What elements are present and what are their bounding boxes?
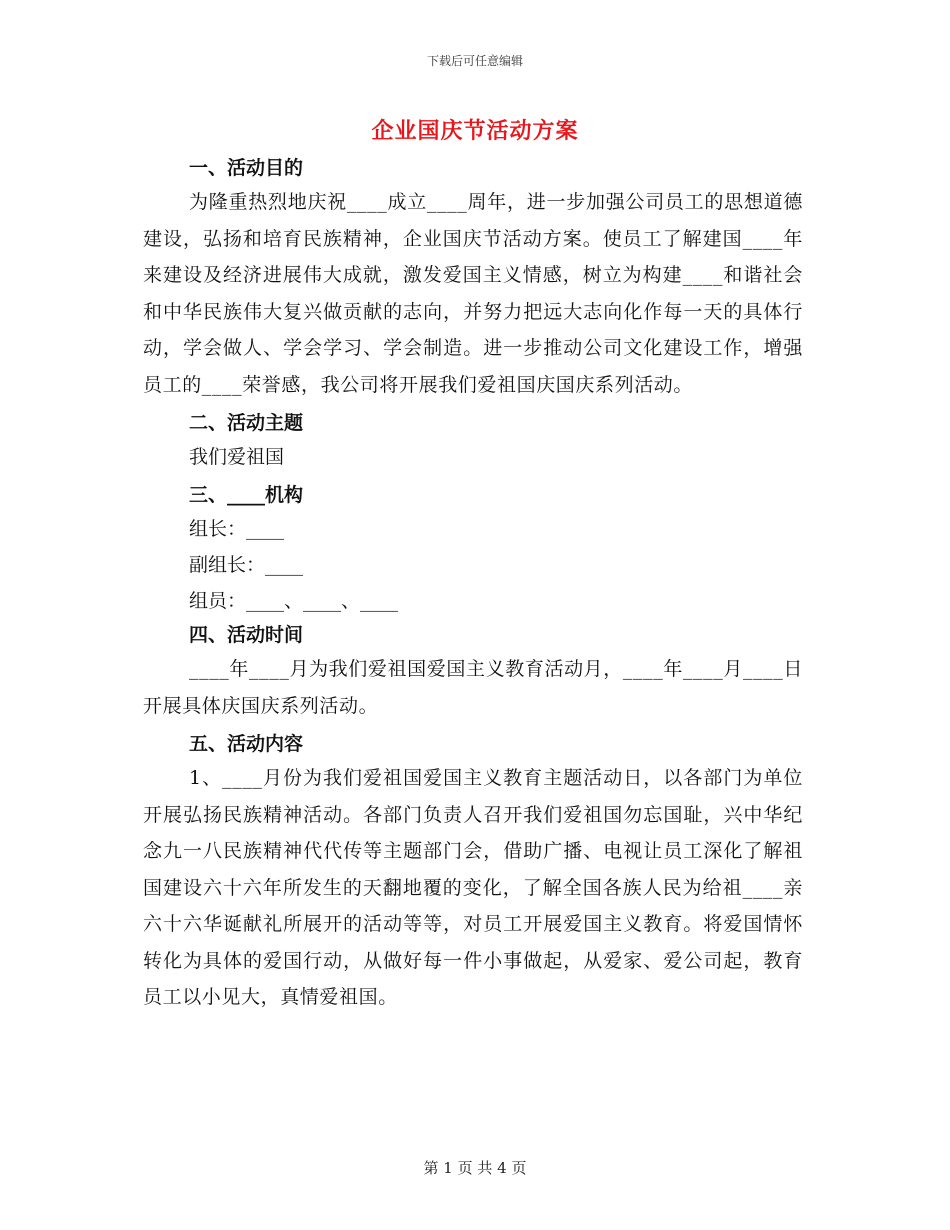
theme-text: 我们爱祖国 <box>189 446 285 468</box>
document-body <box>143 152 803 1016</box>
header-note: 下载后可任意编辑 <box>426 54 523 68</box>
leader-line: 组长：____ <box>189 518 285 540</box>
section-heading-purpose: 一、活动目的 <box>189 157 304 179</box>
section-heading-theme: 二、活动主题 <box>189 412 304 434</box>
deputy-leader-line: 副组长：____ <box>189 554 304 576</box>
section-paragraph-purpose: 为隆重热烈地庆祝____成立____周年，进一步加强公司员工的思想道德建设，弘扬和培育民族精神，企业国庆节活动方案。使员工了解建国____年来建设及经济进展伟大成就，激发爱国主义情感，树立为构建____和谐社会和中华民族伟大复兴做贡献的志向，并努力把远大志向化作每一天的具体行动，学会做人、学会学习、学会制造。进一步推动公司文化建设工作，增强员工的____荣誉感，我公司将开展我们爱祖国庆国庆系列活动。 <box>143 191 803 396</box>
document-title: 企业国庆节活动方案 <box>371 118 579 144</box>
section-heading-organization: 三、____机构 <box>189 484 304 506</box>
section-paragraph-time: ____年____月为我们爱祖国爱国主义教育活动月，____年____月____日开展具体庆国庆系列活动。 <box>143 658 803 717</box>
page-footer: 第 1 页 共 4 页 <box>423 1159 527 1177</box>
members-line: 组员：____、____、____ <box>189 590 399 612</box>
section-paragraph-content: 1、____月份为我们爱祖国爱国主义教育主题活动日，以各部门为单位开展弘扬民族精神活动。各部门负责人召开我们爱祖国勿忘国耻，兴中华纪念九一八民族精神代代传等主题部门会，借助广播、电视让员工深化了解祖国建设六十六年所发生的天翻地覆的变化，了解全国各族人民为给祖____亲六十六华诞献礼所展开的活动等等，对员工开展爱国主义教育。将爱国情怀转化为具体的爱国行动，从做好每一件小事做起，从爱家、爱公司起，教育员工以小见大，真情爱祖国。 <box>143 767 803 1008</box>
section-heading-content: 五、活动内容 <box>189 733 304 755</box>
section-heading-time: 四、活动时间 <box>189 624 304 646</box>
